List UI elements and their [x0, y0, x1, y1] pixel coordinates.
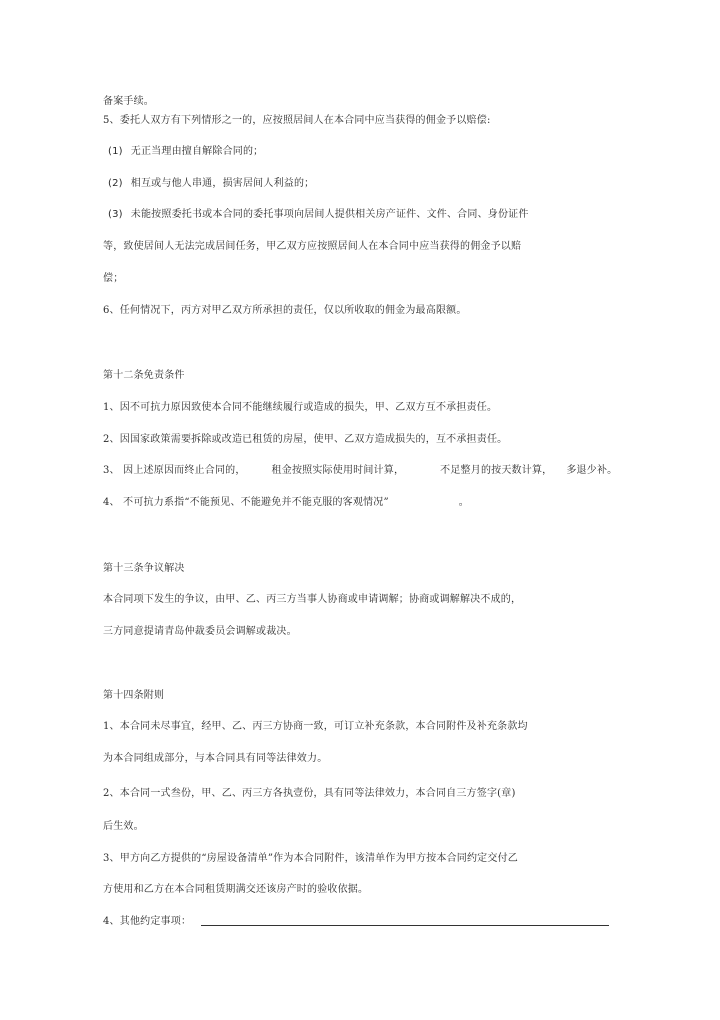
clause-line: 三方同意提请青岛仲裁委员会调解或裁决。: [103, 626, 297, 637]
clause-part: 。: [458, 497, 469, 508]
clause-part: 3、 因上述原因而终止合同的，: [103, 465, 246, 476]
clause-label: 4、其他约定事项：: [103, 916, 192, 927]
clause-part: 不足整月的按天数计算，: [440, 465, 553, 476]
section-title: 第十二条免责条件: [103, 370, 185, 381]
clause-line: [103, 915, 609, 929]
text-line: 偿；: [103, 273, 124, 284]
clause-line: 3、甲方向乙方提供的“房屋设备清单”作为本合同附件，该清单作为甲方按本合同约定交付乙: [103, 853, 518, 864]
clause-line: 1、因不可抗力原因致使本合同不能继续履行或造成的损失，甲、乙双方互不承担责任。: [103, 402, 498, 413]
list-number: (1): [108, 146, 123, 157]
clause-part: 多退少补。: [566, 465, 618, 476]
text-line: 6、任何情况下，丙方对甲乙双方所承担的责任，仅以所收取的佣金为最高限额。: [103, 305, 467, 316]
clause-line: 2、本合同一式叁份，甲、乙、丙三方各执壹份，具有同等法律效力，本合同自三方签字(章): [103, 788, 516, 799]
clause-line: 为本合同组成部分，与本合同具有同等法律效力。: [103, 753, 328, 764]
clause-line: 方使用和乙方在本合同租赁期满交还该房产时的验收依据。: [103, 884, 369, 895]
clause-line: [103, 496, 469, 510]
section-title: 第十四条附则: [103, 690, 165, 701]
list-item: [108, 145, 263, 159]
list-number: (2): [108, 178, 123, 189]
clause-line: 本合同项下发生的争议，由甲、乙、丙三方当事人协商或申请调解；协商或调解解决不成的，: [103, 594, 522, 605]
text-line: 备案手续。: [103, 96, 154, 107]
text-line: 等，致使居间人无法完成居间任务，甲乙双方应按照居间人在本合同中应当获得的佣金予以赔: [103, 241, 522, 252]
list-number: (3): [108, 209, 123, 220]
fill-in-blank: [201, 917, 609, 926]
section-title: 第十三条争议解决: [103, 563, 185, 574]
list-item: [108, 177, 314, 191]
clause-line: 后生效。: [103, 821, 144, 832]
clause-part: 租金按照实际使用时间计算，: [271, 465, 405, 476]
text-line: 5、委托人双方有下列情形之一的，应按照居间人在本合同中应当获得的佣金予以赔偿:: [103, 115, 491, 126]
list-text: 无正当理由擅自解除合同的；: [130, 146, 264, 157]
list-item: [108, 208, 529, 222]
clause-line: 1、本合同未尽事宜，经甲、乙、丙三方协商一致，可订立补充条款，本合同附件及补充条款均: [103, 721, 528, 732]
clause-line: [103, 464, 617, 478]
list-text: 未能按照委托书或本合同的委托事项向居间人提供相关房产证件、文件、合同、身份证件: [130, 209, 529, 220]
list-text: 相互或与他人串通，损害居间人利益的；: [130, 178, 315, 189]
clause-part: 4、 不可抗力系指“不能预见、不能避免并不能克服的客观情况”: [103, 497, 389, 508]
clause-line: 2、因国家政策需要拆除或改造已租赁的房屋，使甲、乙双方造成损失的，互不承担责任。: [103, 434, 508, 445]
